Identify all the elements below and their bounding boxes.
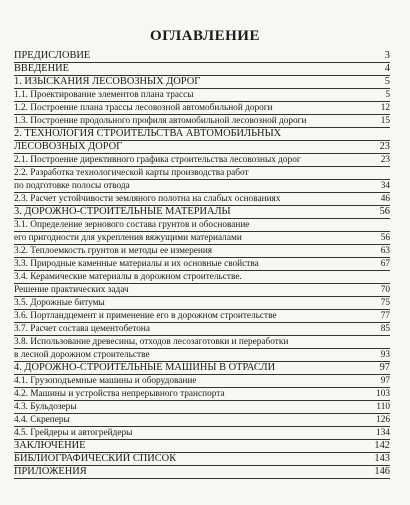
toc-page-number: 63 [380,246,390,256]
toc-entry-line [14,232,390,245]
toc-entry-text: ПРИЛОЖЕНИЯ [14,466,87,477]
toc-entry-text: 3.7. Расчет состава цементобетона [14,324,150,334]
toc-page-number: 4 [384,63,390,74]
toc-entry-line [14,258,390,271]
toc-entry-line [14,180,390,193]
toc-page-number: 5 [385,90,390,100]
toc-entry-line [14,453,390,466]
toc-page-number: 146 [374,466,390,477]
toc-page-number: 75 [380,298,390,308]
toc-subsection-entry [14,401,390,414]
toc-section-entry [14,362,390,375]
toc-page-number: 103 [376,389,390,399]
toc-subsection-entry [14,89,390,102]
toc-page-number: 142 [374,440,390,451]
toc-section-entry [14,206,390,219]
toc-page-number: 93 [380,350,390,360]
toc-entry-line [14,102,390,115]
toc-entry-text: его пригодности для укрепления вяжущими материалами [14,233,242,243]
toc-section-entry [14,466,390,479]
toc-entry-text: 2.2. Разработка технологической карты производства работ [14,168,249,178]
toc-entry-text: 1. ИЗЫСКАНИЯ ЛЕСОВОЗНЫХ ДОРОГ [14,76,201,87]
toc-page-number: 70 [380,285,390,295]
toc-subsection-entry [14,115,390,128]
toc-entry-line [14,349,390,362]
toc-section-entry [14,50,390,63]
toc-entry-line [14,427,390,440]
toc-subsection-entry [14,271,390,297]
toc-subsection-entry [14,219,390,245]
toc-subsection-entry [14,388,390,401]
toc-entry-text: 4.2. Машины и устройства непрерывного транспорта [14,389,225,399]
toc-entry-text: 2.1. Построение директивного графика строительства лесовозных дорог [14,155,301,165]
toc-page-number: 143 [374,453,390,464]
toc-page-number: 56 [380,233,390,243]
toc-section-entry [14,63,390,76]
toc-section-entry [14,453,390,466]
toc-entry-line [14,336,390,349]
toc-subsection-entry [14,323,390,336]
toc-entry-line [14,193,390,206]
toc-subsection-entry [14,102,390,115]
toc-entry-text: 3. ДОРОЖНО-СТРОИТЕЛЬНЫЕ МАТЕРИАЛЫ [14,206,231,217]
toc-entry-line [14,440,390,453]
toc-entry-line [14,284,390,297]
toc-entry-line [14,167,390,180]
toc-entry-line [14,466,390,479]
toc-page-number: 126 [376,415,390,425]
toc-entry-text: 2. ТЕХНОЛОГИЯ СТРОИТЕЛЬСТВА АВТОМОБИЛЬНЫХ [14,128,282,139]
toc-entry-line [14,141,390,154]
toc-entry-text: 3.8. Использование древесины, отходов лесозаготовки и переработки [14,337,289,347]
toc-section-entry [14,440,390,453]
toc-page-number: 12 [380,103,390,113]
toc-entry-line [14,245,390,258]
toc-subsection-entry [14,297,390,310]
toc-entry-text: ПРЕДИСЛОВИЕ [14,50,91,61]
table-of-contents [14,50,390,479]
toc-subsection-entry [14,154,390,167]
toc-entry-text: 4.1. Грузоподъемные машины и оборудование [14,376,197,386]
toc-entry-line [14,297,390,310]
toc-page-number: 134 [376,428,390,438]
toc-page-number: 15 [380,116,390,126]
toc-page-number: 85 [380,324,390,334]
toc-section-entry [14,76,390,89]
toc-subsection-entry [14,167,390,193]
toc-subsection-entry [14,336,390,362]
toc-subsection-entry [14,258,390,271]
toc-entry-text: Решение практических задач [14,285,129,295]
toc-page-number: 23 [379,141,390,152]
toc-page-number: 23 [380,155,390,165]
toc-page-number: 97 [379,362,390,373]
toc-page-number: 5 [384,76,390,87]
toc-entry-line [14,50,390,63]
toc-entry-line [14,375,390,388]
toc-entry-text: БИБЛИОГРАФИЧЕСКИЙ СПИСОК [14,453,177,464]
toc-entry-line [14,271,390,284]
toc-page-number: 3 [384,50,390,61]
toc-entry-line [14,115,390,128]
toc-entry-text: 1.2. Построение плана трассы лесовозной автомобильной дороги [14,103,273,113]
toc-entry-text: 3.2. Теплоемкость грунтов и методы ее измерения [14,246,213,256]
toc-entry-line [14,219,390,232]
toc-subsection-entry [14,414,390,427]
toc-entry-text: по подготовке полосы отвода [14,181,130,191]
toc-entry-line [14,128,390,141]
toc-entry-text: 4.3. Бульдозеры [14,402,77,412]
toc-entry-line [14,63,390,76]
toc-page-number: 97 [380,376,390,386]
toc-entry-text: 2.3. Расчет устойчивости земляного полотна на слабых основаниях [14,194,281,204]
toc-subsection-entry [14,193,390,206]
toc-entry-text: 3.3. Природные каменные материалы и их основные свойства [14,259,259,269]
toc-entry-text: 4.4. Скреперы [14,415,70,425]
toc-entry-line [14,362,390,375]
toc-entry-line [14,89,390,102]
toc-entry-text: ЛЕСОВОЗНЫХ ДОРОГ [14,141,123,152]
toc-entry-text: 1.1. Проектирование элементов плана трассы [14,90,194,100]
toc-entry-line [14,206,390,219]
toc-page-number: 56 [379,206,390,217]
toc-page-number: 67 [380,259,390,269]
toc-entry-text: ВВЕДЕНИЕ [14,63,69,74]
toc-entry-text: ЗАКЛЮЧЕНИЕ [14,440,86,451]
toc-subsection-entry [14,310,390,323]
toc-page-number: 110 [376,402,390,412]
toc-entry-line [14,401,390,414]
toc-entry-text: 1.3. Построение продольного профиля автомобильной лесовозной дороги [14,116,307,126]
toc-entry-line [14,76,390,89]
toc-subsection-entry [14,375,390,388]
toc-entry-line [14,388,390,401]
toc-page-number: 77 [380,311,390,321]
toc-entry-text: 4. ДОРОЖНО-СТРОИТЕЛЬНЫЕ МАШИНЫ В ОТРАСЛИ [14,362,276,373]
toc-entry-text: 3.1. Определение зернового состава грунтов и обоснование [14,220,250,230]
toc-entry-line [14,414,390,427]
toc-entry-text: в лесной дорожном строительстве [14,350,150,360]
toc-page-number: 46 [380,194,390,204]
toc-section-entry [14,128,390,154]
toc-entry-line [14,310,390,323]
toc-entry-text: 4.5. Грейдеры и автогрейдеры [14,428,133,438]
page-title: ОГЛАВЛЕНИЕ [150,28,260,44]
toc-entry-line [14,154,390,167]
toc-entry-line [14,323,390,336]
toc-page-number: 34 [380,181,390,191]
toc-entry-text: 3.5. Дорожные битумы [14,298,105,308]
toc-entry-text: 3.6. Портландцемент и применение его в дорожном строительстве [14,311,277,321]
toc-entry-text: 3.4. Керамические материалы в дорожном строительстве. [14,272,242,282]
toc-subsection-entry [14,245,390,258]
toc-subsection-entry [14,427,390,440]
